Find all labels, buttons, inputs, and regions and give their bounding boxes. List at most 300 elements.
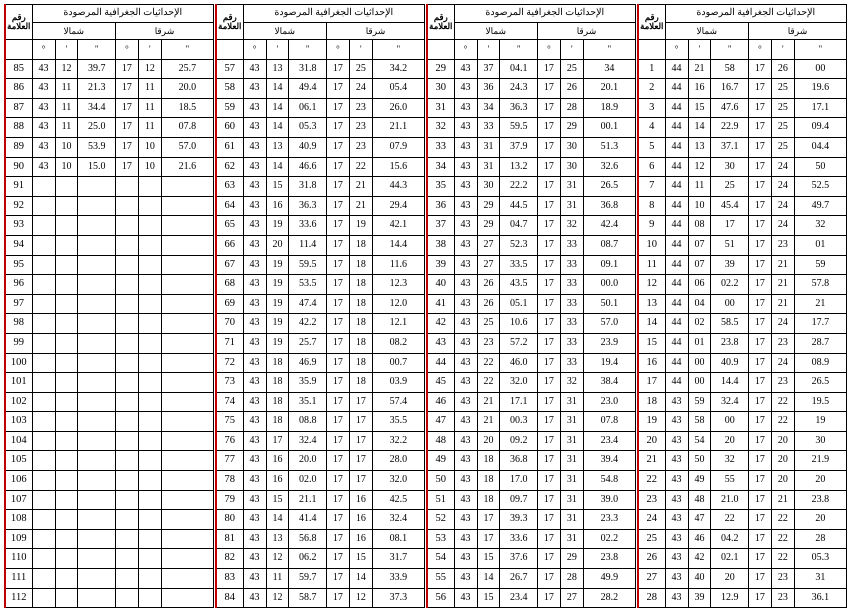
lon-sec-cell: 09.7	[500, 490, 538, 510]
lon-sec-cell: 23.8	[711, 333, 749, 353]
lat-deg-cell: 17	[537, 471, 560, 491]
lat-min-cell	[138, 431, 161, 451]
lon-min-cell: 39	[688, 588, 711, 608]
lat-deg-cell: 17	[537, 98, 560, 118]
lat-min-cell: 24	[771, 216, 794, 236]
table-row	[5, 196, 214, 216]
lat-sec-cell: 00.7	[372, 353, 424, 373]
lat-sec-cell: 11.6	[372, 255, 424, 275]
lon-sec-cell: 22.2	[500, 177, 538, 197]
lat-sec-cell: 19.6	[794, 79, 846, 99]
lat-min-cell	[138, 353, 161, 373]
lat-deg-cell	[115, 510, 138, 530]
lon-deg-cell	[32, 294, 55, 314]
lon-deg-cell	[32, 353, 55, 373]
lon-min-cell: 18	[477, 451, 500, 471]
lon-deg-cell: 43	[454, 98, 477, 118]
table-row	[5, 588, 214, 608]
lon-sec-cell: 25.0	[78, 118, 116, 138]
lat-deg-cell: 17	[537, 157, 560, 177]
lon-min-cell: 37	[477, 59, 500, 79]
lat-min-cell: 31	[560, 412, 583, 432]
table-row	[216, 392, 425, 412]
lon-min-cell: 33	[477, 118, 500, 138]
marker-id-cell: 42	[427, 314, 454, 334]
lat-sec-cell: 21.1	[372, 118, 424, 138]
lat-deg-cell: 17	[326, 431, 349, 451]
header-latitude-group: شمالا	[454, 23, 537, 40]
lon-sec-cell: 08.8	[289, 412, 327, 432]
lat-sec-cell	[161, 490, 213, 510]
lat-min-cell: 27	[560, 588, 583, 608]
lat-deg-cell: 17	[537, 490, 560, 510]
lon-deg-cell: 44	[665, 79, 688, 99]
lon-sec-cell: 45.4	[711, 196, 749, 216]
lon-sec-cell: 33.6	[500, 529, 538, 549]
table-row	[216, 196, 425, 216]
lon-deg-cell: 43	[454, 471, 477, 491]
table-row	[216, 333, 425, 353]
table-row	[427, 137, 636, 157]
table-row	[638, 118, 847, 138]
lon-sec-cell: 46.6	[289, 157, 327, 177]
lat-deg-cell: 17	[326, 196, 349, 216]
lon-min-cell: 12	[688, 157, 711, 177]
lon-sec-cell: 20.0	[289, 451, 327, 471]
lon-sec-cell	[78, 177, 116, 197]
lat-deg-cell	[115, 216, 138, 236]
lon-deg-cell	[32, 196, 55, 216]
lon-sec-cell: 39	[711, 255, 749, 275]
marker-id-cell: 14	[638, 314, 665, 334]
marker-id-cell: 62	[216, 157, 243, 177]
lon-deg-cell: 43	[243, 98, 266, 118]
lat-deg-cell: 17	[748, 314, 771, 334]
lat-min-cell	[138, 569, 161, 589]
marker-id-cell: 22	[638, 471, 665, 491]
lon-deg-cell: 43	[665, 529, 688, 549]
marker-id-cell: 82	[216, 549, 243, 569]
marker-id-cell: 110	[5, 549, 32, 569]
marker-id-cell: 10	[638, 235, 665, 255]
lat-deg-cell: 17	[326, 373, 349, 393]
lon-deg-cell: 43	[243, 588, 266, 608]
lon-min-cell	[55, 529, 78, 549]
lat-deg-cell: 17	[326, 588, 349, 608]
lat-deg-cell: 17	[326, 471, 349, 491]
lon-deg-cell: 43	[454, 177, 477, 197]
lat-min-cell: 33	[560, 235, 583, 255]
header-title: الإحداثيات الجغرافية المرصودة	[665, 5, 846, 23]
lat-deg-cell: 17	[326, 118, 349, 138]
marker-id-cell: 99	[5, 333, 32, 353]
marker-id-cell: 3	[638, 98, 665, 118]
lon-min-cell: 19	[266, 216, 289, 236]
table-row	[427, 314, 636, 334]
lat-deg-cell: 17	[326, 510, 349, 530]
lat-deg-cell: 17	[326, 353, 349, 373]
lon-deg-cell: 43	[243, 216, 266, 236]
lon-sec-cell: 26.7	[500, 569, 538, 589]
lat-min-cell	[138, 275, 161, 295]
lon-deg-cell: 43	[454, 569, 477, 589]
table-row	[638, 333, 847, 353]
marker-id-cell: 67	[216, 255, 243, 275]
header-lat-min: '	[266, 40, 289, 60]
header-lon-min: '	[771, 40, 794, 60]
header-lon-min: '	[349, 40, 372, 60]
table-row	[427, 333, 636, 353]
lon-deg-cell: 43	[243, 529, 266, 549]
lat-sec-cell	[161, 510, 213, 530]
lat-sec-cell: 57.4	[372, 392, 424, 412]
lon-sec-cell: 58.7	[289, 588, 327, 608]
lat-min-cell: 24	[349, 79, 372, 99]
lon-deg-cell: 44	[665, 294, 688, 314]
marker-id-cell: 109	[5, 529, 32, 549]
coordinate-block	[426, 4, 636, 603]
lat-sec-cell: 34.2	[372, 59, 424, 79]
table-row	[638, 157, 847, 177]
lat-sec-cell: 33.9	[372, 569, 424, 589]
header-latitude-group: شمالا	[32, 23, 115, 40]
lon-sec-cell: 20	[711, 431, 749, 451]
lat-sec-cell: 39.4	[583, 451, 635, 471]
lat-min-cell: 25	[560, 59, 583, 79]
lat-deg-cell: 17	[748, 490, 771, 510]
table-row	[216, 412, 425, 432]
marker-id-cell: 18	[638, 392, 665, 412]
lon-sec-cell: 47.4	[289, 294, 327, 314]
lon-deg-cell: 43	[665, 549, 688, 569]
lon-sec-cell	[78, 216, 116, 236]
lat-deg-cell: 17	[326, 98, 349, 118]
lon-min-cell: 36	[477, 79, 500, 99]
marker-id-cell: 32	[427, 118, 454, 138]
marker-id-cell: 85	[5, 59, 32, 79]
lon-min-cell	[55, 314, 78, 334]
lat-min-cell: 22	[771, 392, 794, 412]
lon-sec-cell: 32	[711, 451, 749, 471]
marker-id-cell: 73	[216, 373, 243, 393]
lat-min-cell: 10	[138, 137, 161, 157]
lat-min-cell	[138, 196, 161, 216]
lon-sec-cell: 41.4	[289, 510, 327, 530]
lon-min-cell: 20	[477, 431, 500, 451]
lon-min-cell	[55, 510, 78, 530]
lat-min-cell: 21	[771, 294, 794, 314]
marker-id-cell: 71	[216, 333, 243, 353]
marker-id-cell: 28	[638, 588, 665, 608]
lon-min-cell: 21	[477, 392, 500, 412]
lat-min-cell: 21	[349, 196, 372, 216]
lat-deg-cell: 17	[748, 79, 771, 99]
table-row	[216, 490, 425, 510]
lat-min-cell: 12	[349, 588, 372, 608]
lon-sec-cell: 11.4	[289, 235, 327, 255]
marker-id-cell: 64	[216, 196, 243, 216]
lon-min-cell	[55, 471, 78, 491]
lon-sec-cell: 12.9	[711, 588, 749, 608]
lon-min-cell: 15	[477, 549, 500, 569]
lon-deg-cell: 43	[665, 569, 688, 589]
lon-min-cell: 26	[477, 294, 500, 314]
lon-min-cell: 22	[477, 353, 500, 373]
lat-min-cell: 28	[560, 98, 583, 118]
lon-deg-cell: 44	[665, 353, 688, 373]
marker-id-cell: 34	[427, 157, 454, 177]
lat-min-cell: 23	[771, 235, 794, 255]
lon-deg-cell: 43	[665, 431, 688, 451]
lon-deg-cell: 43	[665, 588, 688, 608]
lat-min-cell: 33	[560, 255, 583, 275]
lat-min-cell: 24	[771, 157, 794, 177]
lon-deg-cell: 43	[454, 451, 477, 471]
lon-deg-cell: 44	[665, 177, 688, 197]
lon-deg-cell	[32, 255, 55, 275]
marker-id-cell: 45	[427, 373, 454, 393]
marker-id-cell: 17	[638, 373, 665, 393]
lon-sec-cell: 58	[711, 59, 749, 79]
lat-sec-cell: 12.0	[372, 294, 424, 314]
lon-min-cell: 12	[55, 59, 78, 79]
lat-min-cell: 22	[771, 529, 794, 549]
lat-deg-cell: 17	[115, 118, 138, 138]
table-row	[427, 490, 636, 510]
lon-deg-cell: 43	[243, 275, 266, 295]
lat-sec-cell: 23.3	[583, 510, 635, 530]
lon-min-cell: 20	[266, 235, 289, 255]
marker-id-cell: 111	[5, 569, 32, 589]
lon-deg-cell: 43	[665, 392, 688, 412]
lon-deg-cell: 43	[243, 294, 266, 314]
lat-min-cell	[138, 255, 161, 275]
lon-sec-cell: 59.5	[500, 118, 538, 138]
lat-sec-cell: 21	[794, 294, 846, 314]
lon-sec-cell	[78, 412, 116, 432]
table-row	[638, 235, 847, 255]
lat-deg-cell: 17	[537, 196, 560, 216]
lon-sec-cell: 04.1	[500, 59, 538, 79]
lat-sec-cell: 38.4	[583, 373, 635, 393]
marker-id-cell: 8	[638, 196, 665, 216]
lat-min-cell: 33	[560, 275, 583, 295]
lon-deg-cell: 43	[454, 118, 477, 138]
marker-id-cell: 81	[216, 529, 243, 549]
lat-sec-cell: 12.3	[372, 275, 424, 295]
lat-sec-cell: 51.3	[583, 137, 635, 157]
lat-deg-cell: 17	[326, 490, 349, 510]
lat-deg-cell: 17	[537, 275, 560, 295]
lon-min-cell: 26	[477, 275, 500, 295]
lon-deg-cell	[32, 471, 55, 491]
lat-deg-cell: 17	[537, 412, 560, 432]
lon-deg-cell	[32, 412, 55, 432]
lat-min-cell: 25	[771, 118, 794, 138]
lon-sec-cell: 06.2	[289, 549, 327, 569]
lat-min-cell: 22	[771, 412, 794, 432]
lon-sec-cell: 37.9	[500, 137, 538, 157]
marker-id-cell: 38	[427, 235, 454, 255]
lon-sec-cell	[78, 196, 116, 216]
marker-id-cell: 33	[427, 137, 454, 157]
lon-deg-cell	[32, 588, 55, 608]
lat-min-cell: 25	[771, 79, 794, 99]
table-row	[427, 353, 636, 373]
lat-sec-cell	[161, 451, 213, 471]
coordinates-table	[426, 4, 636, 608]
lon-deg-cell: 43	[454, 510, 477, 530]
lat-deg-cell	[115, 255, 138, 275]
coordinates-table	[4, 4, 214, 608]
lon-deg-cell: 43	[454, 490, 477, 510]
lat-sec-cell: 08.7	[583, 235, 635, 255]
header-title: الإحداثيات الجغرافية المرصودة	[454, 5, 635, 23]
header-lat-deg: °	[243, 40, 266, 60]
lon-min-cell	[55, 392, 78, 412]
table-row	[427, 471, 636, 491]
lon-sec-cell: 09.2	[500, 431, 538, 451]
lat-min-cell: 22	[771, 510, 794, 530]
lat-min-cell: 23	[349, 137, 372, 157]
header-lon-sec: "	[583, 40, 635, 60]
lat-deg-cell	[115, 275, 138, 295]
lon-min-cell	[55, 177, 78, 197]
lat-deg-cell	[115, 314, 138, 334]
lon-sec-cell	[78, 588, 116, 608]
lon-sec-cell: 22	[711, 510, 749, 530]
table-row	[216, 79, 425, 99]
table-row	[427, 529, 636, 549]
table-row	[216, 294, 425, 314]
lon-sec-cell	[78, 235, 116, 255]
lat-deg-cell: 17	[748, 353, 771, 373]
lat-sec-cell	[161, 255, 213, 275]
lat-sec-cell: 29.4	[372, 196, 424, 216]
lon-min-cell: 04	[688, 294, 711, 314]
table-row	[5, 314, 214, 334]
lat-deg-cell: 17	[537, 451, 560, 471]
lon-min-cell: 15	[266, 177, 289, 197]
table-row	[427, 255, 636, 275]
lon-deg-cell	[32, 373, 55, 393]
lat-sec-cell	[161, 333, 213, 353]
lat-sec-cell: 34	[583, 59, 635, 79]
lat-sec-cell: 20	[794, 510, 846, 530]
lon-min-cell: 14	[266, 98, 289, 118]
lat-sec-cell	[161, 588, 213, 608]
marker-id-cell: 19	[638, 412, 665, 432]
lon-deg-cell: 43	[243, 118, 266, 138]
lat-deg-cell: 17	[748, 235, 771, 255]
lat-sec-cell: 23.0	[583, 392, 635, 412]
table-row	[5, 177, 214, 197]
table-row	[638, 255, 847, 275]
lon-sec-cell: 13.2	[500, 157, 538, 177]
lat-sec-cell: 59	[794, 255, 846, 275]
lon-min-cell: 50	[688, 451, 711, 471]
lat-sec-cell: 49.7	[794, 196, 846, 216]
lat-sec-cell: 20.0	[161, 79, 213, 99]
lon-sec-cell: 23.4	[500, 588, 538, 608]
lat-deg-cell: 17	[537, 216, 560, 236]
lon-min-cell: 59	[688, 392, 711, 412]
lat-min-cell: 23	[771, 569, 794, 589]
lon-deg-cell	[32, 451, 55, 471]
table-row	[216, 451, 425, 471]
lon-sec-cell	[78, 431, 116, 451]
lon-deg-cell: 43	[243, 255, 266, 275]
lat-deg-cell: 17	[326, 392, 349, 412]
lon-deg-cell	[32, 510, 55, 530]
lat-min-cell: 17	[349, 431, 372, 451]
lon-deg-cell	[32, 392, 55, 412]
marker-id-cell: 54	[427, 549, 454, 569]
lat-sec-cell	[161, 569, 213, 589]
lat-deg-cell: 17	[537, 431, 560, 451]
marker-id-cell: 79	[216, 490, 243, 510]
table-row	[5, 451, 214, 471]
lat-deg-cell: 17	[537, 510, 560, 530]
marker-id-cell: 36	[427, 196, 454, 216]
table-row	[427, 392, 636, 412]
lon-sec-cell: 40.9	[289, 137, 327, 157]
lat-sec-cell: 23.8	[794, 490, 846, 510]
lon-sec-cell: 35.1	[289, 392, 327, 412]
lon-deg-cell: 43	[243, 177, 266, 197]
table-row	[638, 569, 847, 589]
lon-min-cell: 14	[477, 569, 500, 589]
coordinate-block	[637, 4, 847, 603]
lat-deg-cell: 17	[326, 157, 349, 177]
lat-sec-cell: 09.4	[794, 118, 846, 138]
lat-min-cell: 21	[771, 275, 794, 295]
lon-min-cell: 23	[477, 333, 500, 353]
header-spacer	[216, 40, 243, 60]
lat-deg-cell: 17	[115, 98, 138, 118]
lat-sec-cell: 08.2	[372, 333, 424, 353]
lon-min-cell: 13	[266, 529, 289, 549]
lon-min-cell: 49	[688, 471, 711, 491]
lon-sec-cell: 31.8	[289, 177, 327, 197]
lat-deg-cell	[115, 177, 138, 197]
lon-sec-cell: 52.3	[500, 235, 538, 255]
table-row	[638, 490, 847, 510]
lat-sec-cell: 28.2	[583, 588, 635, 608]
lat-deg-cell: 17	[537, 255, 560, 275]
lon-sec-cell	[78, 373, 116, 393]
lat-sec-cell: 20	[794, 471, 846, 491]
lon-deg-cell	[32, 569, 55, 589]
table-row	[5, 333, 214, 353]
marker-id-cell: 100	[5, 353, 32, 373]
marker-id-cell: 12	[638, 275, 665, 295]
lat-sec-cell: 08.9	[794, 353, 846, 373]
header-marker-id-label: رقم العلامة	[429, 12, 453, 31]
table-row	[638, 196, 847, 216]
marker-id-cell: 105	[5, 451, 32, 471]
lat-deg-cell	[115, 196, 138, 216]
lat-min-cell: 16	[349, 510, 372, 530]
table-row	[216, 275, 425, 295]
header-lat-min: '	[688, 40, 711, 60]
lon-deg-cell: 44	[665, 118, 688, 138]
lon-min-cell: 19	[266, 314, 289, 334]
lat-deg-cell	[115, 333, 138, 353]
lat-sec-cell: 20.1	[583, 79, 635, 99]
lon-sec-cell: 14.4	[711, 373, 749, 393]
lat-min-cell: 12	[138, 59, 161, 79]
